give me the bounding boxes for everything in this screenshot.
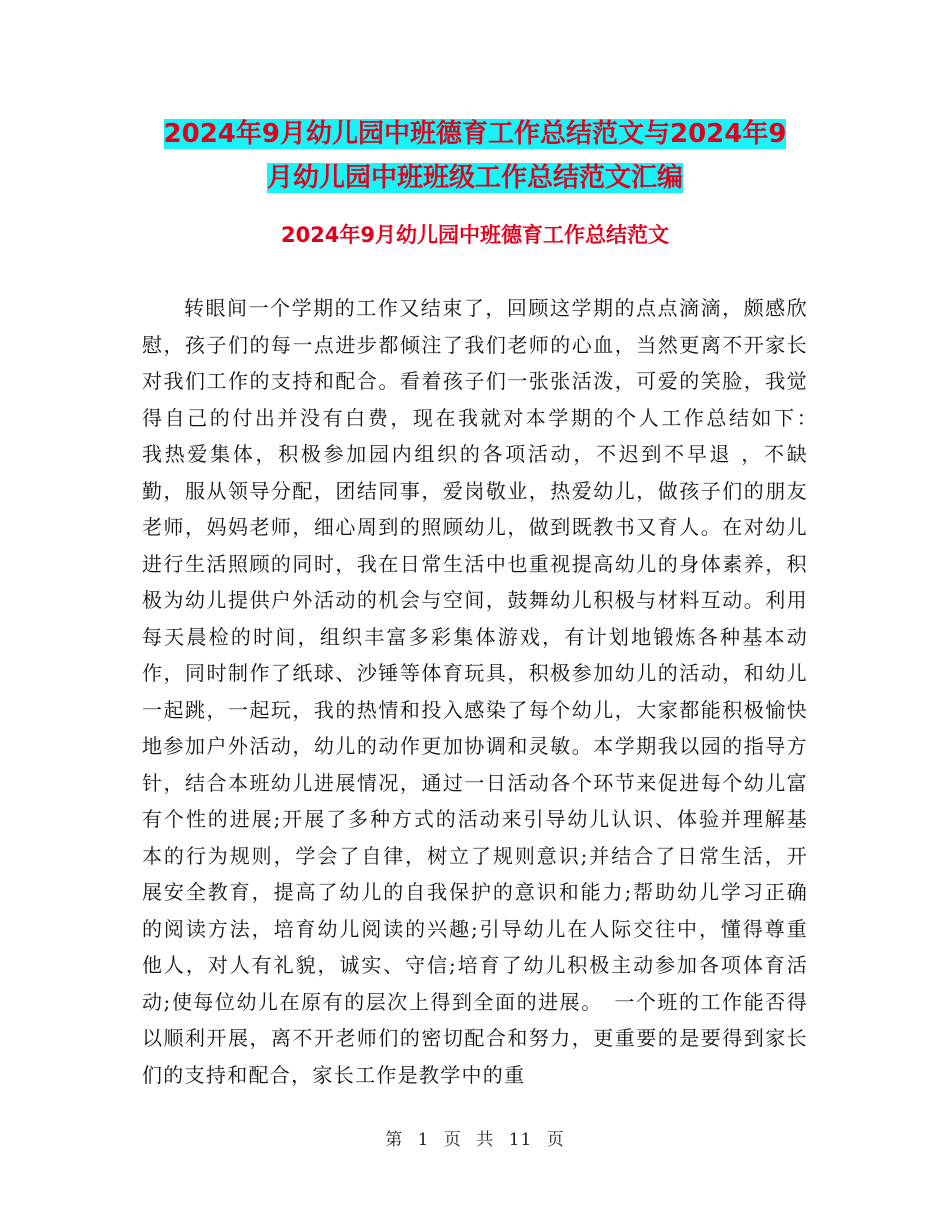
document-title xyxy=(130,112,820,200)
page-footer xyxy=(0,1128,950,1152)
document-title-line-1: 2024年9月幼儿园中班德育工作总结范文与2024年9 xyxy=(163,119,787,149)
footer-label-di: 第 xyxy=(385,1130,404,1150)
section-title: 2024年9月幼儿园中班德育工作总结范文 xyxy=(280,223,670,247)
footer-label-ye-2: 页 xyxy=(546,1130,565,1150)
footer-label-ye: 页 xyxy=(443,1130,462,1150)
footer-label-gong: 共 xyxy=(476,1130,495,1150)
footer-current-page: 1 xyxy=(417,1130,430,1150)
document-title-line-2: 月幼儿园中班班级工作总结范文汇编 xyxy=(266,163,683,193)
footer-total-pages: 11 xyxy=(508,1130,533,1150)
body-paragraph: 转眼间一个学期的工作又结束了，回顾这学期的点点滴滴，颇感欣慰，孩子们的每一点进步都倾注了我们老师的心血，当然更离不开家长对我们工作的支持和配合。看着孩子们一张张活泼，可爱的笑脸，我觉得自己的付出并没有白费，现在我就对本学期的个人工作总结如下： 我热爱集体，积极参加园内组织的各项活动，不迟到不早退 ，不缺勤，服从领导分配，团结同事，爱岗敬业，热爱幼儿，做孩子们的朋友老师，妈妈老师，细心周到的照顾幼儿，做到既教书又育人。在对幼儿进行生活照顾的同时，我在日常生活中也重视提高幼儿的身体素养，积极为幼儿提供户外活动的机会与空间，鼓舞幼儿积极与材料互动。利用每天晨检的时间，组织丰富多彩集体游戏，有计划地锻炼各种基本动作，同时制作了纸球、沙锤等体育玩具，积极参加幼儿的活动，和幼儿一起跳，一起玩，我的热情和投入感染了每个幼儿，大家都能积极愉快地参加户外活动，幼儿的动作更加协调和灵敏。本学期我以园的指导方针，结合本班幼儿进展情况，通过一日活动各个环节来促进每个幼儿富有个性的进展;开展了多种方式的活动来引导幼儿认识、体验并理解基本的行为规则，学会了自律，树立了规则意识;并结合了日常生活，开展安全教育，提高了幼儿的自我保护的意识和能力;帮助幼儿学习正确的阅读方法，培育幼儿阅读的兴趣;引导幼儿在人际交往中，懂得尊重他人，对人有礼貌，诚实、守信;培育了幼儿积极主动参加各项体育活动;使每位幼儿在原有的层次上得到全面的进展。 一个班的工作能否得以顺利开展，离不开老师们的密切配合和努力，更重要的是要得到家长们的支持和配合，家长工作是教学中的重 xyxy=(142,296,830,1087)
